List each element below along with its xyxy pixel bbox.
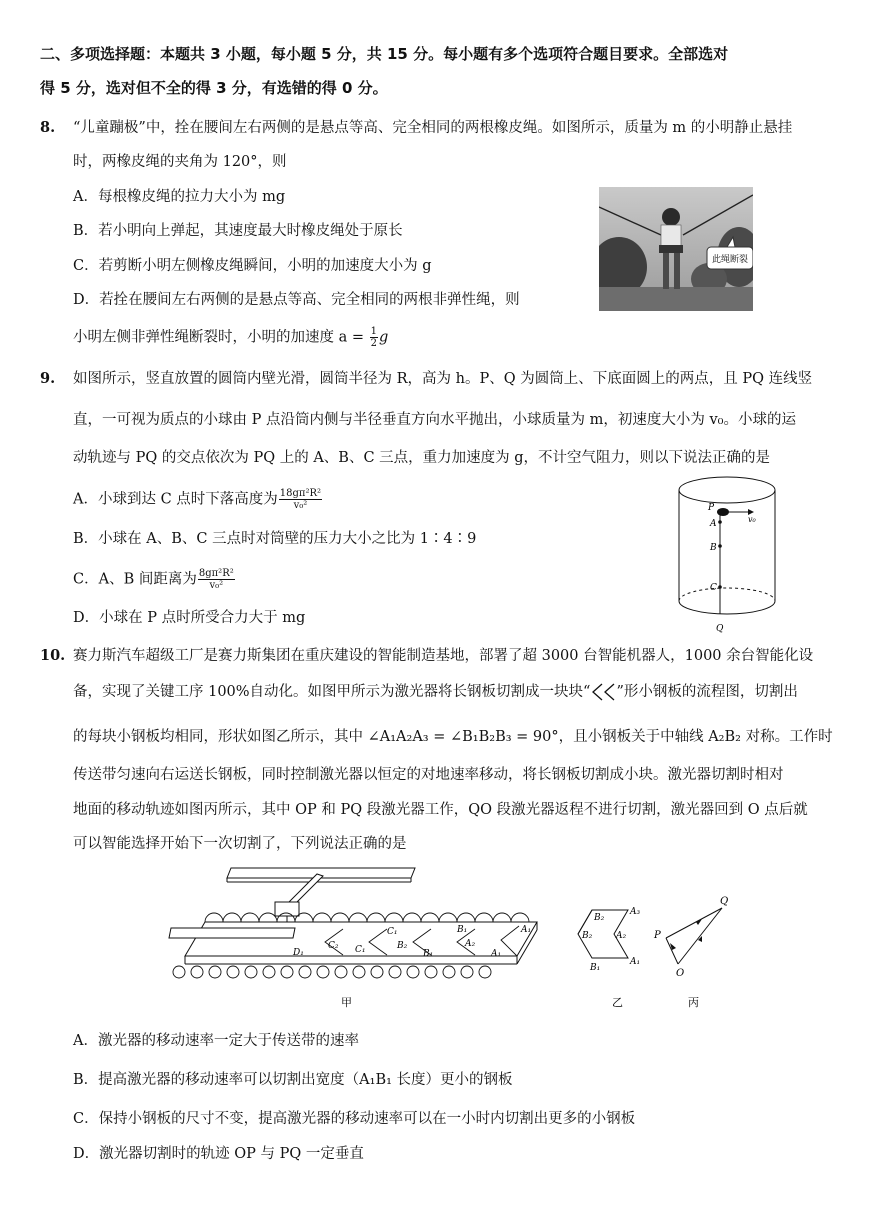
fraction-numerator: 18gπ²R² bbox=[279, 488, 322, 499]
question-8-option-d-g: g bbox=[379, 329, 389, 346]
photo-callout-label: 此绳断裂 bbox=[711, 255, 749, 265]
question-10-stem-line2 bbox=[73, 682, 798, 702]
fig-label-v0: v₀ bbox=[748, 515, 756, 524]
stem2-part-b: ”形小钢板的流程图，切割出 bbox=[616, 684, 798, 700]
fraction-denominator: v₀² bbox=[209, 580, 224, 591]
yi-label-b1: B₁ bbox=[590, 963, 601, 973]
option-a-text: A．小球到达 C 点时下落高度为 bbox=[73, 491, 278, 508]
question-8-option-d-line1[interactable]: D．若拴在腰间左右两侧的是悬点等高、完全相同的两根非弹性绳，则 bbox=[73, 292, 520, 308]
jia-label-c1-bottom: C₁ bbox=[355, 945, 366, 955]
option-c-text: C．A、B 间距离为 bbox=[73, 571, 197, 588]
trajectory-figure-bing bbox=[648, 892, 738, 1012]
plate-figure-yi bbox=[570, 902, 650, 1012]
bungee-photo bbox=[599, 187, 753, 311]
question-10-stem-line5: 地面的移动轨迹如图丙所示，其中 OP 和 PQ 段激光器工作，QO 段激光器返程不进行切割，激光器回到 O 点后就 bbox=[73, 802, 808, 818]
fraction-numerator: 8gπ²R² bbox=[198, 568, 234, 579]
question-8-stem-line1: “儿童蹦极”中，拴在腰间左右两侧的是悬点等高、完全相同的两根橡皮绳。如图所示，质量为 m 的小明静止悬挂 bbox=[73, 120, 793, 136]
fig-label-b: B bbox=[710, 543, 717, 553]
jia-label-b2: B₂ bbox=[397, 941, 408, 951]
jia-label-a1-top: A₁ bbox=[521, 925, 532, 935]
question-10-stem-line3: 的每块小钢板均相同，形状如图乙所示，其中 ∠A₁A₂A₃ = ∠B₁B₂B₃ = 90°，且小钢板关于中轴线 A₂B₂ 对称。工作时 bbox=[73, 729, 833, 745]
question-10-number: 10. bbox=[40, 647, 66, 664]
fig-label-p: P bbox=[708, 503, 715, 513]
cylinder-figure bbox=[672, 474, 782, 636]
question-9-option-a[interactable] bbox=[73, 488, 323, 511]
bing-label-q: Q bbox=[720, 896, 729, 907]
fig-label-q: Q bbox=[716, 624, 724, 634]
fraction-denominator: 2 bbox=[370, 338, 377, 349]
section-heading-line2: 得 5 分，选对但不全的得 3 分，有选错的得 0 分。 bbox=[40, 79, 388, 97]
question-8-stem-line2: 时，两橡皮绳的夹角为 120°，则 bbox=[73, 154, 287, 170]
question-10-option-d[interactable]: D．激光器切割时的轨迹 OP 与 PQ 一定垂直 bbox=[73, 1146, 364, 1162]
jia-label-d1: D₁ bbox=[293, 948, 304, 958]
yi-label-b2-mid: B₂ bbox=[582, 931, 593, 941]
bing-label-p: P bbox=[654, 930, 661, 941]
question-8-option-b[interactable]: B．若小明向上弹起，其速度最大时橡皮绳处于原长 bbox=[73, 223, 403, 239]
question-8-number: 8. bbox=[40, 119, 56, 136]
question-10-option-a[interactable]: A．激光器的移动速率一定大于传送带的速率 bbox=[73, 1033, 359, 1049]
caption-jia: 甲 bbox=[341, 996, 352, 1009]
question-8-option-d-text: 小明左侧非弹性绳断裂时，小明的加速度 a = bbox=[73, 329, 365, 346]
question-10-stem-line4: 传送带匀速向右运送长钢板，同时控制激光器以恒定的对地速率移动，将长钢板切割成小块。激光器切割时相对 bbox=[73, 767, 784, 783]
question-10-stem-line1: 赛力斯汽车超级工厂是赛力斯集团在重庆建设的智能制造基地，部署了超 3000 台智能机器人，1000 余台智能化设 bbox=[73, 648, 814, 664]
question-9-option-d[interactable]: D．小球在 P 点时所受合力大于 mg bbox=[73, 610, 306, 626]
section-heading-line1: 二、多项选择题：本题共 3 小题，每小题 5 分，共 15 分。每小题有多个选项符合题目要求。全部选对 bbox=[40, 45, 729, 63]
yi-label-a3: A₃ bbox=[630, 907, 641, 917]
question-10-option-b[interactable]: B．提高激光器的移动速率可以切割出宽度（A₁B₁ 长度）更小的钢板 bbox=[73, 1072, 513, 1088]
jia-label-c1-top: C₁ bbox=[387, 927, 398, 937]
jia-label-b1-bottom: B₁ bbox=[423, 949, 434, 959]
fraction-denominator: v₀² bbox=[293, 500, 308, 511]
question-8-option-d-fraction bbox=[370, 326, 378, 349]
question-10-option-c[interactable]: C．保持小钢板的尺寸不变，提高激光器的移动速率可以在一小时内切割出更多的小钢板 bbox=[73, 1111, 636, 1127]
question-8-option-d-line2 bbox=[73, 326, 388, 349]
option-c-fraction bbox=[198, 568, 235, 591]
caption-yi: 乙 bbox=[612, 996, 623, 1009]
bing-label-o: O bbox=[676, 968, 685, 979]
jia-label-a1-bottom: A₁ bbox=[491, 949, 502, 959]
question-8-option-a[interactable]: A．每根橡皮绳的拉力大小为 mg bbox=[73, 189, 286, 205]
question-10-stem-line6: 可以智能选择开始下一次切割了，下列说法正确的是 bbox=[73, 836, 407, 852]
jia-label-a2: A₂ bbox=[465, 939, 476, 949]
yi-label-a1: A₁ bbox=[630, 957, 641, 967]
stem2-part-a: 备，实现了关键工序 100%自动化。如图甲所示为激光器将长钢板切割成一块块“ bbox=[73, 684, 591, 700]
question-9-stem-line3: 动轨迹与 PQ 的交点依次为 PQ 上的 A、B、C 三点，重力加速度为 g，不计空气阻力，则以下说法正确的是 bbox=[73, 450, 771, 466]
caption-bing: 丙 bbox=[688, 996, 699, 1009]
question-9-stem-line2: 直，一可视为质点的小球由 P 点沿筒内侧与半径垂直方向水平抛出，小球质量为 m，初速度大小为 v₀。小球的运 bbox=[73, 412, 796, 428]
question-9-option-c[interactable] bbox=[73, 568, 236, 591]
question-9-number: 9. bbox=[40, 370, 56, 387]
fraction-numerator: 1 bbox=[370, 326, 377, 337]
option-a-fraction bbox=[279, 488, 322, 511]
conveyor-figure-jia bbox=[165, 864, 550, 1014]
question-8-option-c[interactable]: C．若剪断小明左侧橡皮绳瞬间，小明的加速度大小为 g bbox=[73, 258, 432, 274]
chevron-shape-icon bbox=[590, 683, 616, 701]
jia-label-b1-top: B₁ bbox=[457, 925, 468, 935]
fig-label-c: C bbox=[710, 583, 717, 593]
jia-label-c2: C₂ bbox=[328, 941, 339, 951]
yi-label-b2-top: B₂ bbox=[594, 913, 605, 923]
question-9-stem-line1: 如图所示，竖直放置的圆筒内壁光滑，圆筒半径为 R，高为 h。P、Q 为圆筒上、下底面圆上的两点，且 PQ 连线竖 bbox=[73, 371, 813, 387]
yi-label-a2: A₂ bbox=[616, 931, 627, 941]
fig-label-a: A bbox=[710, 519, 717, 529]
question-9-option-b[interactable]: B．小球在 A、B、C 三点时对筒壁的压力大小之比为 1∶4∶9 bbox=[73, 531, 477, 547]
